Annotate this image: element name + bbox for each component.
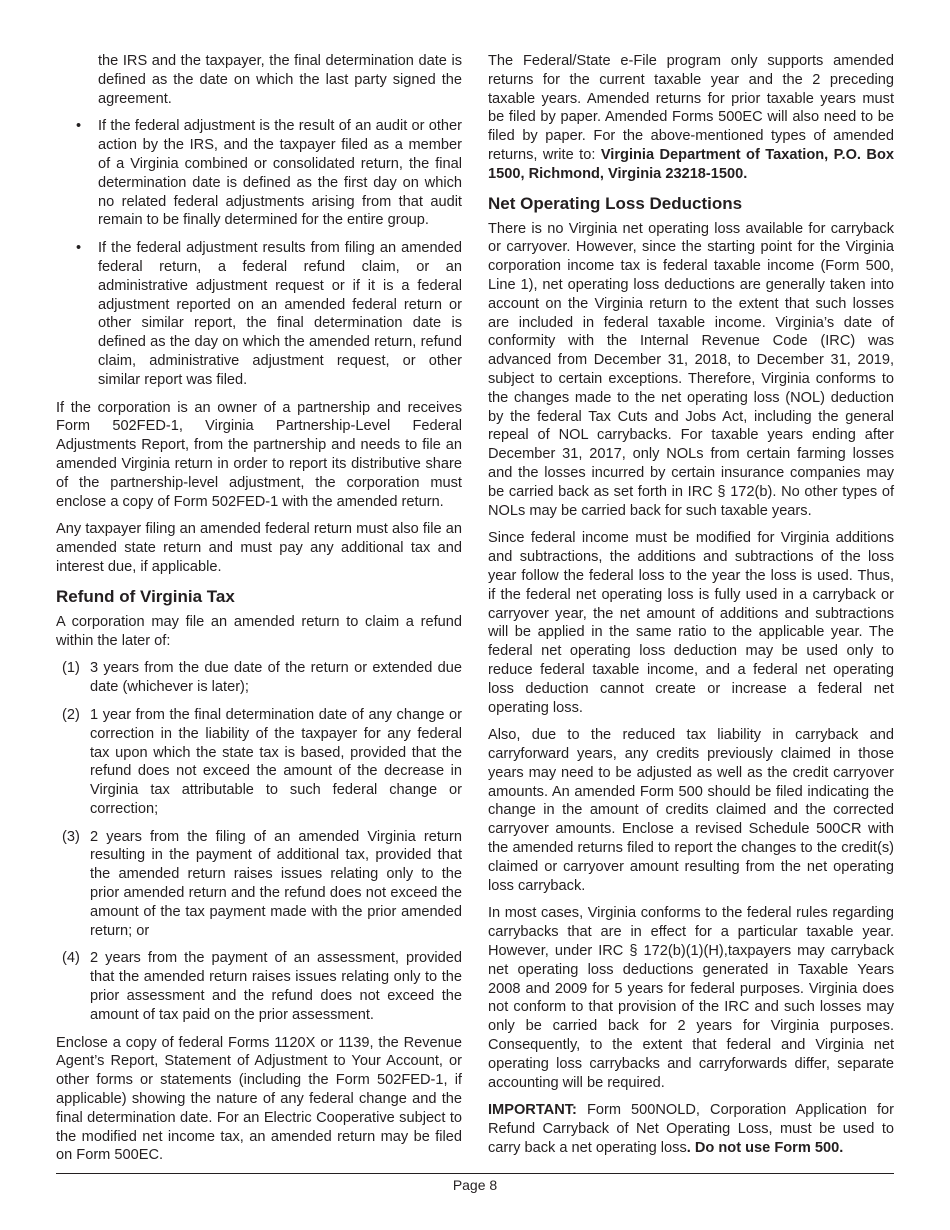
item-number: (3) [62,828,80,845]
efile-text: The Federal/State e-File program only supports amended returns for the current taxable year and the 2 preceding taxable years. Amended returns for prior taxable years must be filed by paper. Amended Forms 500EC will also need to be filed by paper. For the above-mentioned types of amended returns, write to: [488,53,894,163]
nol-heading: Net Operating Loss Deductions [488,193,743,213]
nol-paragraph-2: Since federal income must be modified for Virginia additions and subtractions, the additions and subtractions of the loss year follow the federal loss to the year the loss is used. Thus, if the federal net operating loss is fully used in a carryback or carryover year, the net amount of additions and subtractions will be applied in the same ratio to the applicable year. The federal net operating loss deduction may be used only to reduce federal taxable income, and a federal net operating loss deduction cannot create or increase a federal net operating loss. [488,530,894,716]
left-column [56,52,462,1174]
item-text: 2 years from the payment of an assessment, provided that the amended return raises issues relating only to the prior assessment and the refund does not exceed the amount of tax paid on the prior assessment. [90,950,462,1023]
list-item [56,239,462,389]
page-number: Page 8 [452,1177,498,1193]
final-determination-bullets [56,117,462,389]
important-label: IMPORTANT: [488,1102,577,1119]
bullet-icon: • [76,118,82,135]
mailing-address: Virginia Department of Taxation, P.O. Box 1500, Richmond, Virginia 23218-1500. [488,146,894,182]
important-text: Form 500NOLD, Corporation Application for Refund Carryback of Net Operating Loss, must be used to carry back a net operating loss [488,1102,894,1157]
list-item [56,949,462,1024]
item-text: 3 years from the due date of the return or extended due date (whichever is later); [90,660,462,696]
enclose-forms-paragraph: Enclose a copy of federal Forms 1120X or 1139, the Revenue Agent’s Report, Statement of Adjustment to Your Account, or other forms or statements (including the Form 502FED-1, if applicable) showing the nature of any federal change and the final determination date. For an Electric Cooperative subject to the modified net income tax, an amended return may be filed on Form 500EC. [56,1034,462,1164]
bullet-text: If the federal adjustment is the result of an audit or other action by the IRS, and the taxpayer filed as a member of a Virginia combined or consolidated return, the final determination date is defined as the first day on which no related federal adjustments arising from that audit remain to be finally determined for the entire group. [98,118,462,229]
partnership-paragraph: If the corporation is an owner of a partnership and receives Form 502FED-1, Virginia Partnership-Level Federal Adjustments Report, from the partnership and needs to file an amended Virginia return in order to report its distributive share of the partnership-level adjustment, the corporation must enclose a copy of Form 502FED-1 with the amended return. [56,399,462,510]
refund-intro-paragraph: A corporation may file an amended return to claim a refund within the later of: [56,613,462,649]
important-warning: . Do not use Form 500. [686,1140,844,1157]
nol-paragraph-1: There is no Virginia net operating loss available for carryback or carryover. However, since the starting point for the Virginia corporation income tax is federal taxable income (Form 500, Line 1), net operating loss deductions are generally taken into account on the Virginia return to the extent that such losses are included in federal taxable income. Virginia’s date of conformity with the Internal Revenue Code (IRC) was advanced from December 31, 2018, to December 31, 2019, subject to certain exceptions. Therefore, Virginia conforms to the changes made to the net operating loss (NOL) deduction by the federal Tax Cuts and Jobs Act, including the general repeal of NOL carrybacks. For taxable years ending after December 31, 2017, only NOLs from certain farming losses and the losses incurred by certain insurance companies may be carried back as set forth in IRC § 172(b). No other types of NOLs may be carried back for such taxable years. [488,220,894,519]
list-item [56,706,462,819]
nol-paragraph-4: In most cases, Virginia conforms to the federal rules regarding carrybacks that are in effect for a particular taxable year. However, under IRC § 172(b)(1)(H),taxpayers may carryback net operating loss deductions generated in Taxable Years 2008 and 2009 for 5 years for federal purposes. Virginia does not conform to that provision of the IRC and such losses may only be carried back for 2 years for Virginia purposes. Consequently, to the extent that federal and Virginia net operating loss carrybacks and carryforwards differ, separate accounting will be required. [488,905,894,1091]
item-number: (1) [62,660,80,677]
nol-paragraph-3: Also, due to the reduced tax liability in carryback and carryforward years, any credits previously claimed in those years may need to be adjusted as well as the credit carryover amounts. An amended Form 500 should be filed indicating the change in the amount of credits claimed and the corrected carryover amounts. Enclose a revised Schedule 500CR with the amended returns filed to report the changes to the credit(s) claimed or carryover amount resulting from the net operating loss carryback. [488,727,894,894]
right-column [488,52,894,1167]
continued-text: the IRS and the taxpayer, the final determination date is defined as the date on which the last party signed the agreement. [98,53,462,107]
footer-divider [56,1173,894,1174]
refund-heading: Refund of Virginia Tax [56,586,235,606]
amended-return-paragraph: Any taxpayer filing an amended federal return must also file an amended state return and must pay any additional tax and interest due, if applicable. [56,521,462,575]
bullet-icon: • [76,240,82,257]
item-text: 1 year from the final determination date of any change or correction in the liability of the taxpayer for any federal tax upon which the state tax is based, provided that the refund does not exceed the amount of the decrease in Virginia tax attributable to such federal change or correction; [90,706,462,817]
refund-conditions-list [56,659,462,1024]
efile-paragraph [488,52,894,184]
list-item [56,828,462,941]
bullet-text: If the federal adjustment results from filing an amended federal return, a federal refund claim, or an administrative adjustment request or if it is a federal adjustment reported on an amended federal return or other similar report, the final determination date is defined as the day on which the amended return, refund claim, administrative adjustment request, or other similar report was filed. [98,240,462,388]
list-item [56,117,462,230]
item-number: (2) [62,706,80,723]
item-text: 2 years from the filing of an amended Virginia return resulting in the payment of additional tax, provided that the amended return raises issues relating only to the prior amended return and the refund does not exceed the amount of the tax payment made with the prior amended return; or [90,828,462,939]
important-paragraph [488,1101,894,1157]
list-item [56,659,462,697]
item-number: (4) [62,950,80,967]
